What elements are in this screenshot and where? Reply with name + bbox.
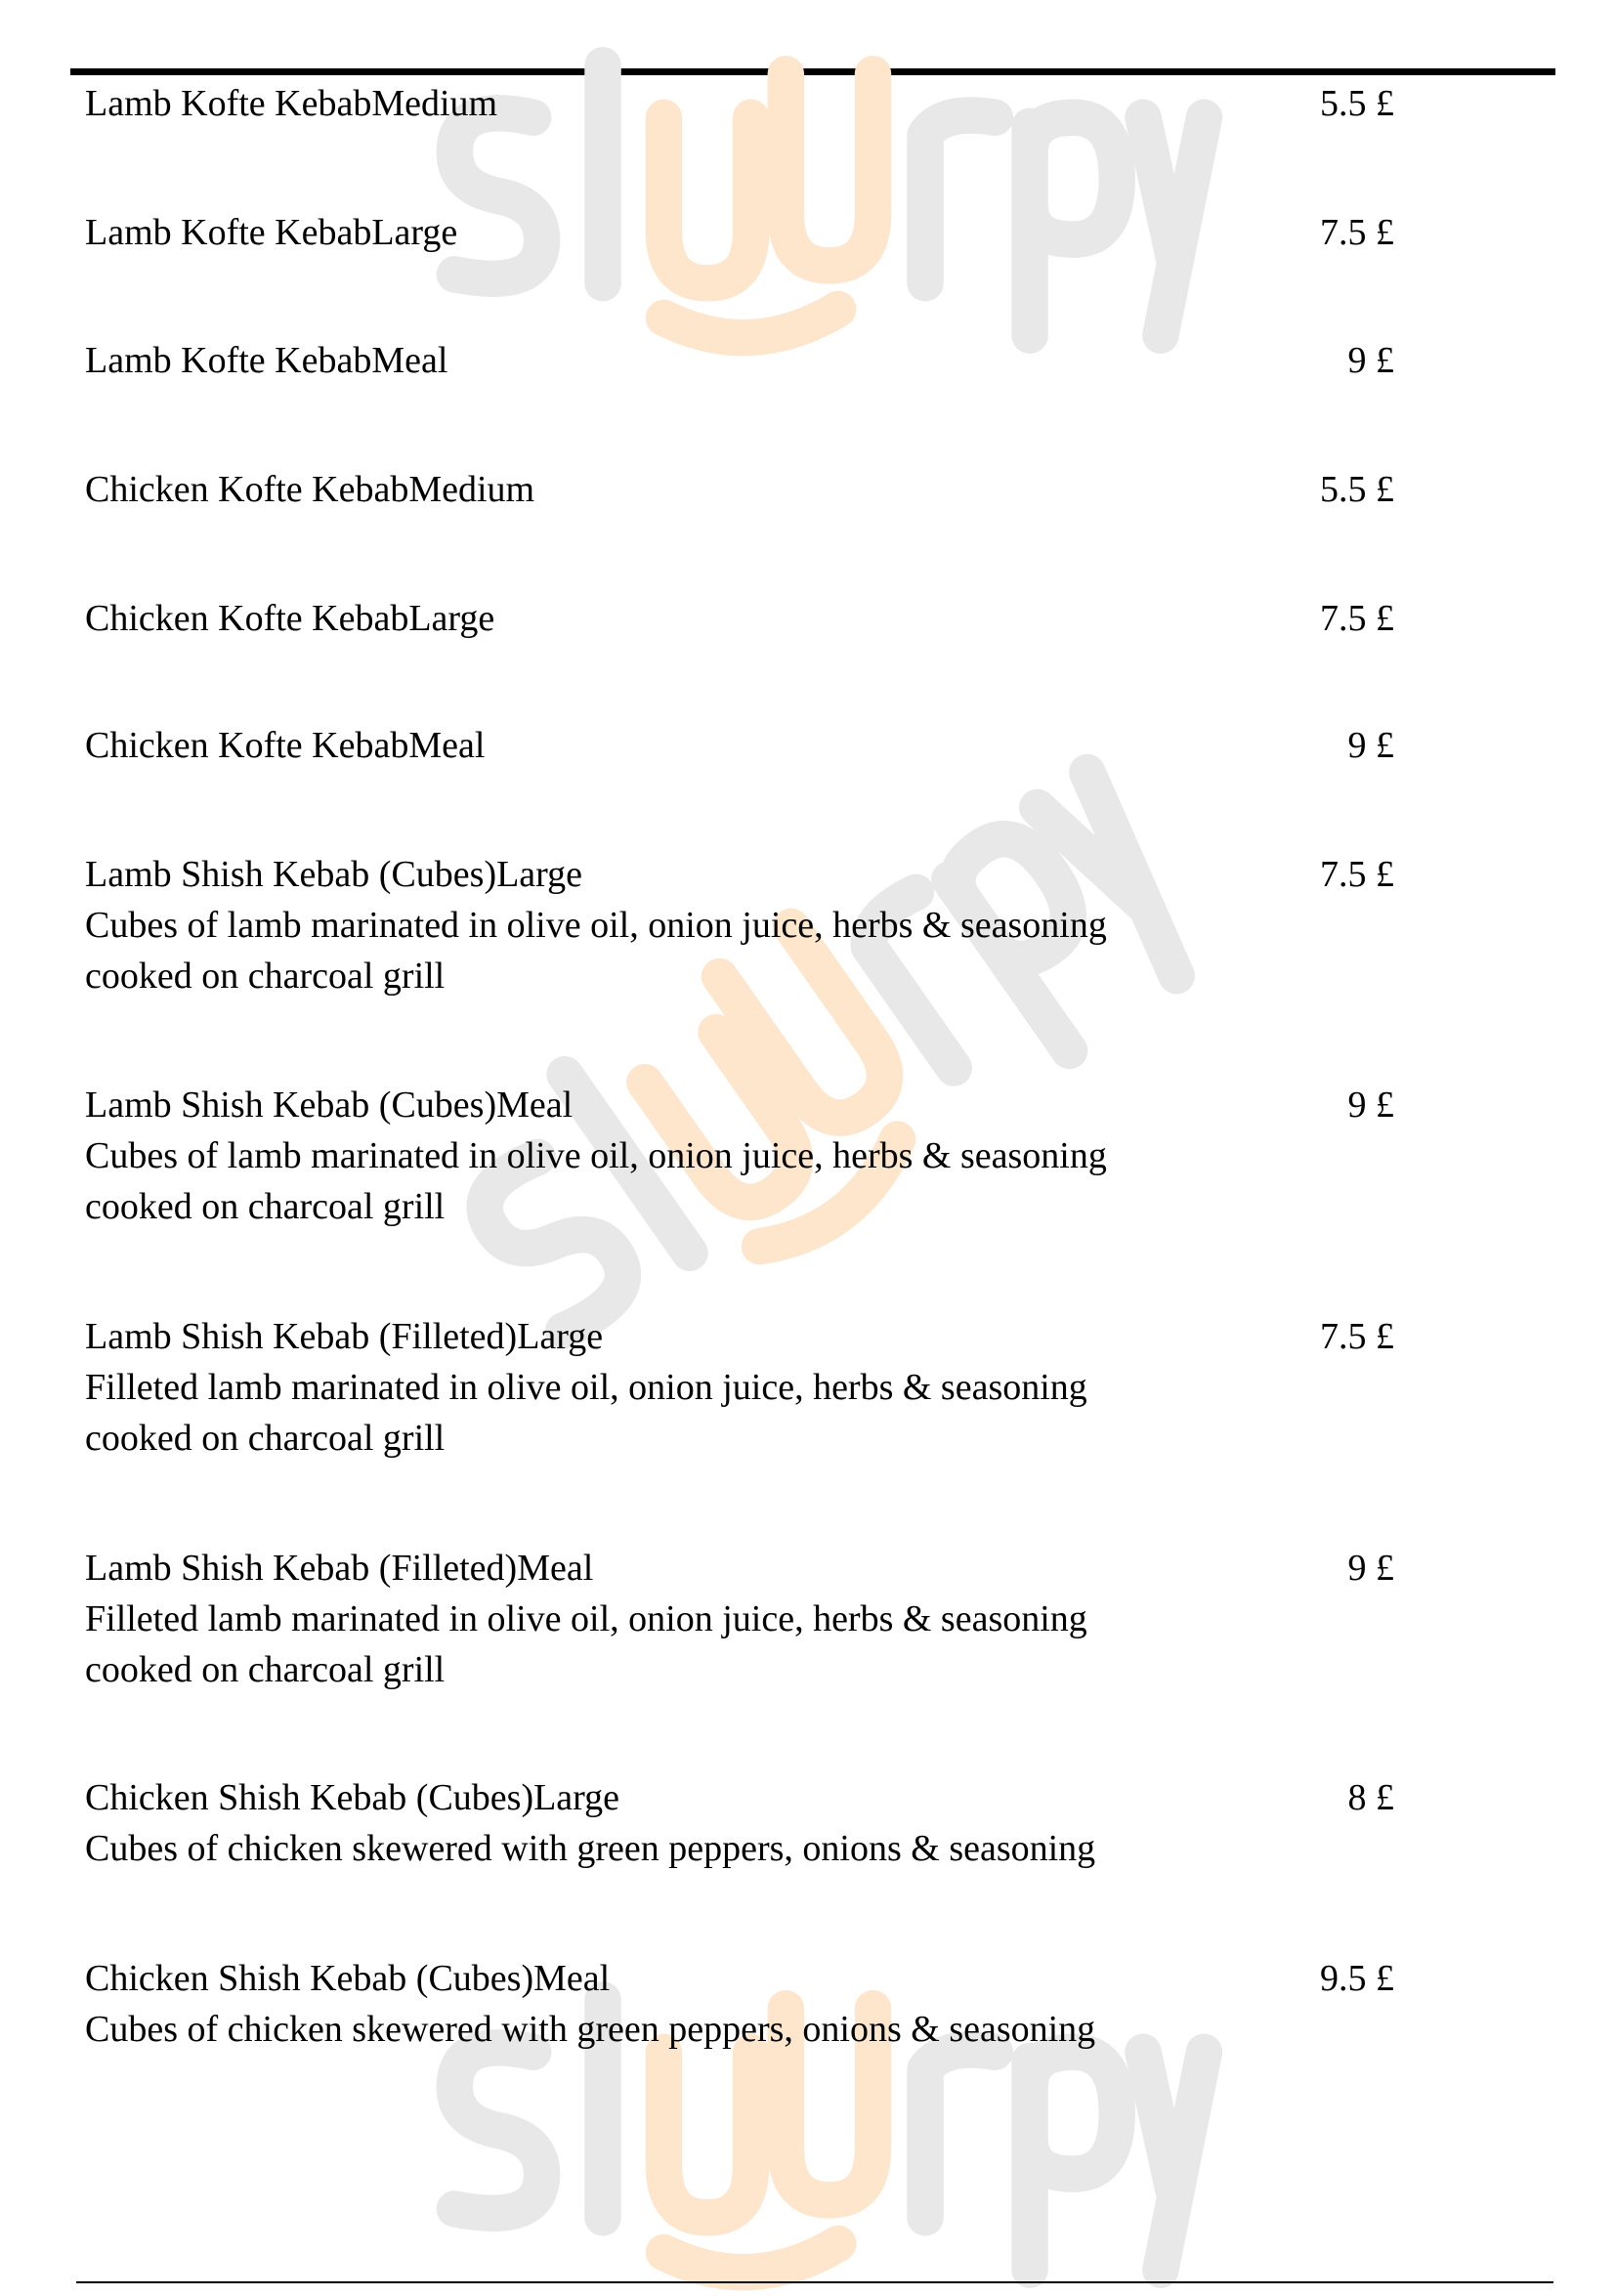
item-name: Lamb Shish Kebab (Cubes)Large [85,854,583,895]
item-description: cooked on charcoal grill [85,1418,446,1459]
item-price: 7.5 £ [1320,1316,1394,1357]
menu-item [85,335,1394,386]
item-price: 9 £ [1347,725,1394,766]
item-description: cooked on charcoal grill [85,1186,446,1227]
item-price: 9 £ [1347,340,1394,381]
item-price: 8 £ [1347,1777,1394,1818]
item-name: Lamb Shish Kebab (Filleted)Meal [85,1548,594,1589]
item-price: 5.5 £ [1320,83,1394,124]
menu-item [85,207,1394,258]
item-description: Cubes of chicken skewered with green peppers, onions & seasoning [85,1828,1096,1869]
item-description: cooked on charcoal grill [85,1649,446,1690]
menu-item [85,78,1394,129]
item-name: Lamb Kofte KebabMeal [85,340,448,381]
item-name: Lamb Kofte KebabMedium [85,83,498,124]
menu-item [85,1311,1394,1464]
bottom-rule [76,2281,1553,2283]
item-description: Cubes of chicken skewered with green peppers, onions & seasoning [85,2009,1096,2050]
item-name: Lamb Shish Kebab (Filleted)Large [85,1316,604,1357]
menu-item [85,464,1394,515]
menu-item [85,1772,1394,1874]
menu-item [85,1543,1394,1695]
item-description: Filleted lamb marinated in olive oil, onion juice, herbs & seasoning [85,1598,1087,1639]
item-description: cooked on charcoal grill [85,956,446,997]
item-description: Cubes of lamb marinated in olive oil, onion juice, herbs & seasoning [85,1135,1107,1176]
item-price: 5.5 £ [1320,469,1394,510]
item-name: Lamb Shish Kebab (Cubes)Meal [85,1084,574,1126]
item-price: 9 £ [1347,1548,1394,1589]
item-name: Chicken Kofte KebabLarge [85,598,495,639]
top-rule [70,68,1555,75]
item-name: Chicken Kofte KebabMedium [85,469,535,510]
item-price: 9.5 £ [1320,1958,1394,1999]
item-price: 7.5 £ [1320,212,1394,253]
menu-item [85,720,1394,771]
menu-item [85,1080,1394,1232]
menu-item [85,593,1394,644]
item-name: Lamb Kofte KebabLarge [85,212,458,253]
item-description: Filleted lamb marinated in olive oil, onion juice, herbs & seasoning [85,1367,1087,1408]
item-description: Cubes of lamb marinated in olive oil, onion juice, herbs & seasoning [85,905,1107,946]
item-name: Chicken Shish Kebab (Cubes)Meal [85,1958,611,1999]
item-price: 7.5 £ [1320,854,1394,895]
item-price: 7.5 £ [1320,598,1394,639]
menu-item [85,1953,1394,2055]
item-price: 9 £ [1347,1084,1394,1126]
item-name: Chicken Shish Kebab (Cubes)Large [85,1777,620,1818]
menu-item [85,849,1394,1001]
item-name: Chicken Kofte KebabMeal [85,725,486,766]
